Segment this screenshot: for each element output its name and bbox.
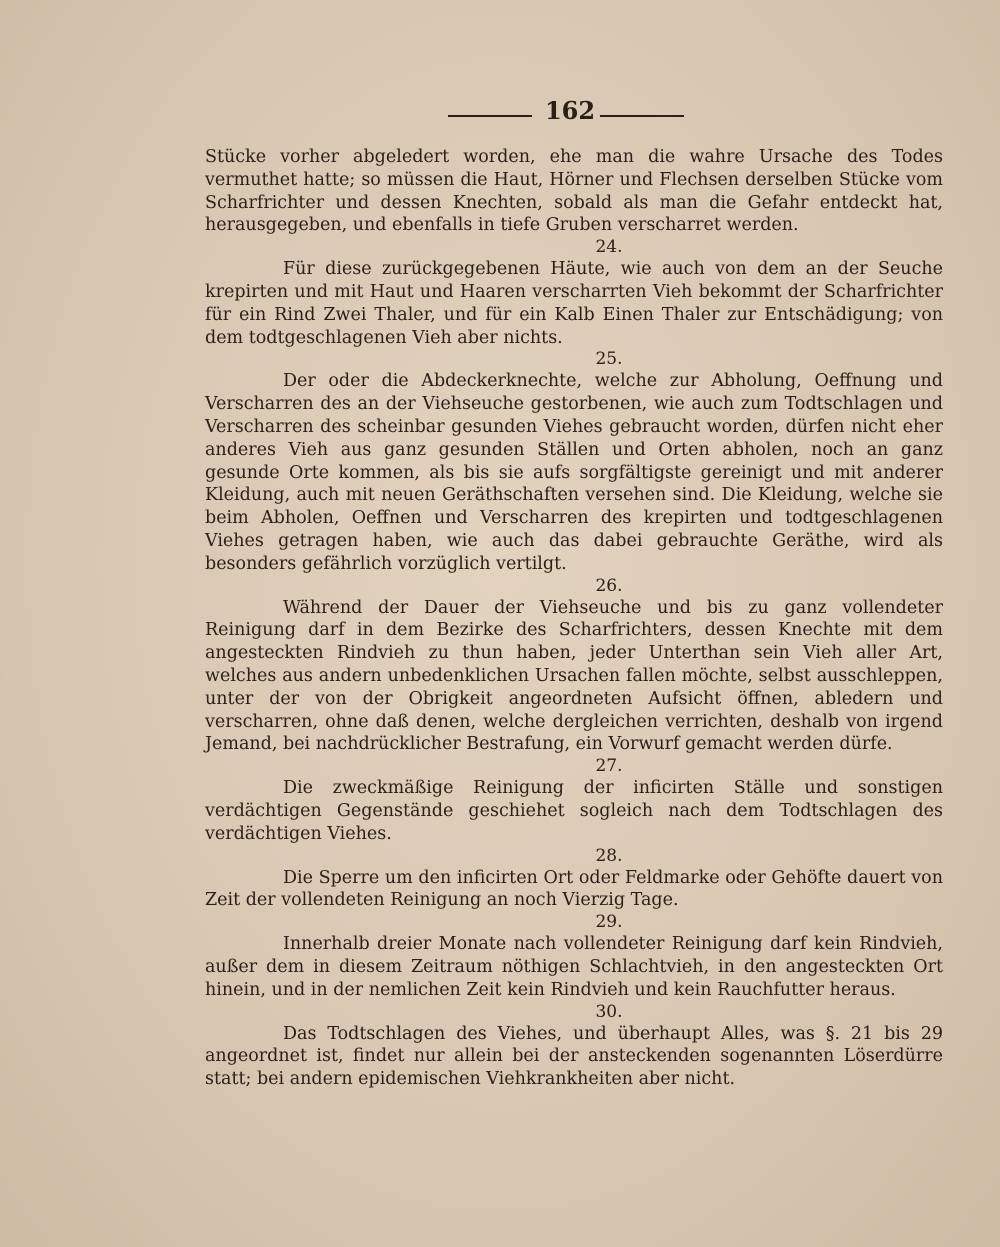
page-body xyxy=(205,146,943,1091)
section-number: 24. xyxy=(595,237,623,258)
section-paragraph: Während der Dauer der Viehseuche und bis zu ganz vollendeter Reinigung darf in dem Bezirke des Scharfrichters, dessen Knechte mit dem angesteckten Rindvieh zu thun haben, jeder Unterthan sein Vieh aller Art, welches aus andern unbedenklichen Ursachen fallen möchte, selbst ausschleppen, unter der von der Obrigkeit angeordneten Aufsicht öffnen, abledern und verscharren, ohne daß denen, welche dergleichen verrichten, deshalb von irgend Jemand, bei nachdrücklicher Bestrafung, ein Vorwurf gemacht werden dürfe. xyxy=(205,597,943,755)
section-number: 25. xyxy=(595,349,623,370)
section-paragraph: Das Todtschlagen des Viehes, und überhaupt Alles, was §. 21 bis 29 angeordnet ist, findet nur allein bei der ansteckenden sogenannten Löserdürre statt; bei andern epidemischen Viehkrankheiten aber nicht. xyxy=(205,1023,943,1090)
section-paragraph: Innerhalb dreier Monate nach vollendeter Reinigung darf kein Rindvieh, außer dem in diesem Zeitraum nöthigen Schlachtvieh, in den angesteckten Ort hinein, und in der nemlichen Zeit kein Rindvieh und kein Rauchfutter heraus. xyxy=(205,934,943,1000)
intro-paragraph: Stücke vorher abgeledert worden, ehe man die wahre Ursache des Todes vermuthet hatte; so müssen die Haut, Hörner und Flechsen derselben Stücke vom Scharfrichter und dessen Knechten, sobald als man die Gefahr entdeckt hat, herausgegeben, und ebenfalls in tiefe Gruben verscharret werden. xyxy=(205,147,943,236)
section-paragraph: Die zweckmäßige Reinigung der inficirten Ställe und sonstigen verdächtigen Gegenstände geschiehet sogleich nach dem Todtschlagen des verdächtigen Viehes. xyxy=(205,778,943,844)
header-rule-left xyxy=(448,115,532,117)
section-number: 29. xyxy=(595,912,623,933)
section-number: 30. xyxy=(595,1001,623,1022)
section-number: 26. xyxy=(595,575,623,596)
page-number: 162 xyxy=(544,96,596,125)
section-number: 28. xyxy=(595,845,623,866)
section-number: 27. xyxy=(595,756,623,777)
header-rule-right xyxy=(600,115,684,117)
section-paragraph: Für diese zurückgegebenen Häute, wie auch von dem an der Seuche krepirten und mit Haut und Haaren verscharrten Vieh bekommt der Scharfrichter für ein Rind Zwei Thaler, und für ein Kalb Einen Thaler zur Entschädigung; von dem todtgeschlagenen Vieh aber nichts. xyxy=(205,259,943,348)
section-paragraph: Die Sperre um den inficirten Ort oder Feldmarke oder Gehöfte dauert von Zeit der vollendeten Reinigung an noch Vierzig Tage. xyxy=(205,867,943,911)
section-paragraph: Der oder die Abdeckerknechte, welche zur Abholung, Oeffnung und Verscharren des an der Viehseuche gestorbenen, wie auch zum Todtschlagen und Verscharren des scheinbar gesunden Viehes gebraucht worden, dürfen nicht eher anderes Vieh aus ganz gesunden Ställen und Orten abholen, noch an ganz gesunde Orte kommen, als bis sie aufs sorgfältigste gereinigt und mit anderer Kleidung, auch mit neuen Geräthschaften versehen sind. Die Kleidung, welche sie beim Abholen, Oeffnen und Verscharren des krepirten und todtgeschlagenen Viehes getragen haben, wie auch das dabei gebrauchte Geräthe, wird als besonders gefährlich vorzüglich vertilgt. xyxy=(205,371,943,574)
